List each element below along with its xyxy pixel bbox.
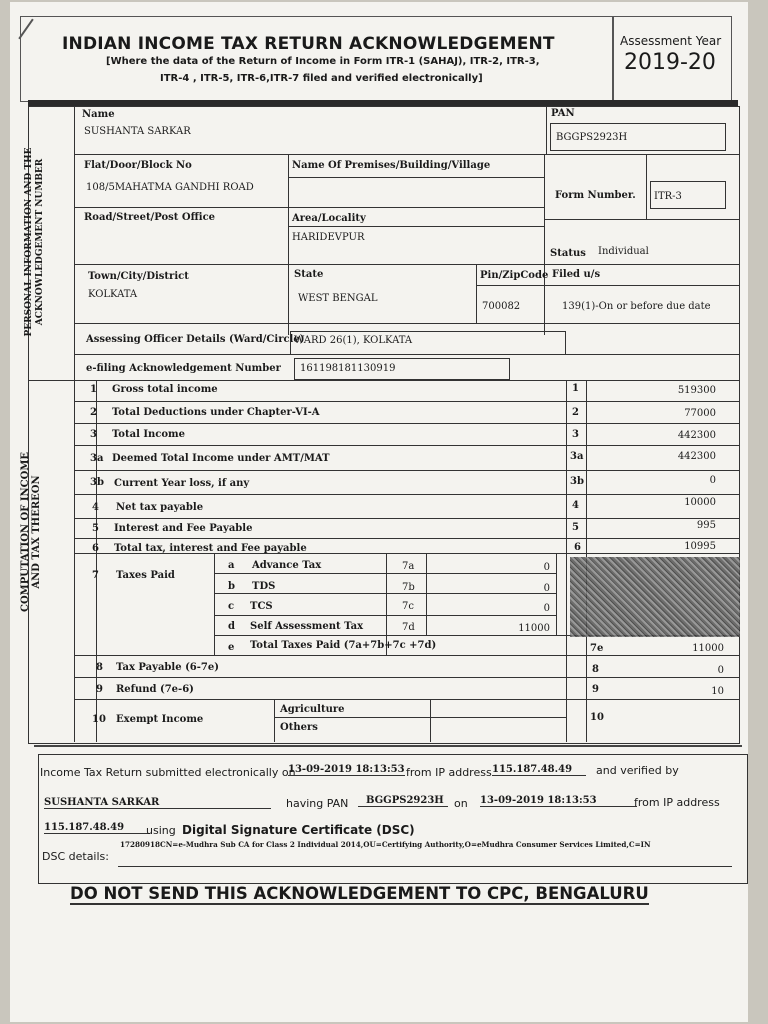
row-value: 442300 bbox=[677, 430, 716, 441]
verify-date-1: 13-09-2019 18:13:53 bbox=[288, 764, 405, 775]
row-code: 9 bbox=[592, 684, 599, 695]
row-label: Tax Payable (6-7e) bbox=[116, 662, 219, 673]
row-label: Deemed Total Income under AMT/MAT bbox=[112, 453, 330, 464]
filed-label: Filed u/s bbox=[552, 269, 601, 280]
exempt-no: 10 bbox=[92, 714, 106, 725]
row-value: 77000 bbox=[684, 408, 716, 419]
tax-item-code: 7e bbox=[590, 643, 604, 654]
row-value: 10000 bbox=[684, 497, 716, 508]
tax-item-letter: c bbox=[228, 601, 235, 612]
section-personal-label bbox=[24, 122, 60, 362]
row-label: Total Deductions under Chapter-VI-A bbox=[112, 407, 320, 418]
verify-ip-1: 115.187.48.49 bbox=[492, 764, 586, 776]
flat-label: Flat/Door/Block No bbox=[84, 160, 192, 171]
ack-label: e-filing Acknowledgement Number bbox=[86, 363, 281, 374]
row-value: 0 bbox=[717, 665, 724, 676]
verify-text-2: from IP address bbox=[406, 766, 492, 779]
row-value: 995 bbox=[696, 520, 716, 531]
verify-text-5: on bbox=[454, 797, 468, 810]
town-label: Town/City/District bbox=[88, 271, 189, 282]
taxes-label: Taxes Paid bbox=[116, 570, 175, 581]
row-no: 3 bbox=[90, 429, 97, 440]
tax-item-value: 11000 bbox=[518, 623, 550, 634]
ao-label: Assessing Officer Details (Ward/Circle) bbox=[86, 334, 305, 345]
dsc-details: 17280918CN=e-Mudhra Sub CA for Class 2 Individual 2014,OU=Certifying Authority,O=eMudhra Consumer Services Limited,C=IN bbox=[120, 840, 651, 849]
exempt-code: 10 bbox=[590, 712, 604, 723]
row-label: Total Income bbox=[112, 429, 185, 440]
pin-value: 700082 bbox=[482, 301, 521, 312]
name-value: SUSHANTA SARKAR bbox=[84, 126, 191, 137]
row-label: Total tax, interest and Fee payable bbox=[114, 543, 307, 554]
page-title: INDIAN INCOME TAX RETURN ACKNOWLEDGEMENT bbox=[62, 34, 555, 54]
tax-item-code: 7c bbox=[402, 601, 414, 612]
section-divider bbox=[34, 745, 742, 747]
dsc-label: DSC details: bbox=[42, 850, 109, 863]
status-label: Status bbox=[550, 248, 586, 259]
tax-item-code: 7b bbox=[402, 582, 415, 593]
status-value: Individual bbox=[598, 246, 649, 257]
pan-value: BGGPS2923H bbox=[556, 132, 628, 143]
footer-warning: DO NOT SEND THIS ACKNOWLEDGEMENT TO CPC, BENGALURU bbox=[70, 884, 649, 903]
assessment-year-value: 2019-20 bbox=[624, 50, 716, 75]
pan-label: PAN bbox=[551, 108, 575, 119]
row-label: Current Year loss, if any bbox=[114, 478, 250, 489]
area-label: Area/Locality bbox=[292, 213, 366, 224]
verify-text-6: from IP address bbox=[634, 796, 720, 809]
tax-item-code: 7a bbox=[402, 561, 415, 572]
row-label: Interest and Fee Payable bbox=[114, 523, 253, 534]
tax-item-letter: b bbox=[228, 581, 235, 592]
redacted-stamp bbox=[570, 557, 740, 637]
row-no: 9 bbox=[96, 684, 103, 695]
row-no: 5 bbox=[92, 523, 99, 534]
tax-item-label: Advance Tax bbox=[252, 560, 322, 571]
row-label: Net tax payable bbox=[116, 502, 204, 513]
dsc-type: Digital Signature Certificate (DSC) bbox=[182, 823, 415, 837]
row-value: 442300 bbox=[677, 451, 716, 462]
state-label: State bbox=[294, 269, 324, 280]
pin-label: Pin/ZipCode bbox=[480, 270, 549, 281]
tax-item-label: Total Taxes Paid (7a+7b+7c +7d) bbox=[250, 640, 437, 651]
exempt-others-label: Others bbox=[280, 722, 318, 733]
ack-value: 161198181130919 bbox=[300, 363, 396, 374]
verifier-name: SUSHANTA SARKAR bbox=[44, 797, 271, 809]
row-label: Refund (7e-6) bbox=[116, 684, 194, 695]
tax-item-letter: e bbox=[228, 642, 235, 653]
row-value: 519300 bbox=[677, 385, 716, 396]
row-no: 3a bbox=[90, 453, 104, 464]
tax-item-label: Self Assessment Tax bbox=[250, 621, 364, 632]
tax-item-value: 11000 bbox=[692, 643, 724, 654]
verify-ip-2: 115.187.48.49 bbox=[44, 822, 150, 834]
row-value: 10 bbox=[711, 686, 724, 697]
row-code: 5 bbox=[572, 522, 579, 533]
tax-item-code: 7d bbox=[402, 622, 415, 633]
section-personal-text: PERSONAL INFORMATION AND THE ACKNOWLEDGEMENT NUMBER bbox=[24, 147, 45, 337]
verify-text-1: Income Tax Return submitted electronically on bbox=[40, 766, 296, 779]
flat-value: 108/5MAHATMA GANDHI ROAD bbox=[86, 182, 254, 193]
road-label: Road/Street/Post Office bbox=[84, 212, 216, 223]
verifier-pan: BGGPS2923H bbox=[358, 795, 448, 807]
tax-item-label: TDS bbox=[252, 581, 276, 592]
tax-item-label: TCS bbox=[250, 601, 273, 612]
filed-value: 139(1)-On or before due date bbox=[562, 301, 711, 312]
row-no: 2 bbox=[90, 407, 97, 418]
row-no: 3b bbox=[90, 477, 104, 488]
row-code: 3b bbox=[570, 476, 584, 487]
tax-item-value: 0 bbox=[543, 562, 550, 573]
verify-text-7: using bbox=[146, 824, 176, 837]
form-number-value: ITR-3 bbox=[654, 191, 682, 202]
tax-item-letter: d bbox=[228, 621, 235, 632]
acknowledgement-page bbox=[10, 2, 748, 1022]
row-code: 2 bbox=[572, 407, 579, 418]
town-value: KOLKATA bbox=[88, 289, 138, 300]
row-code: 8 bbox=[592, 664, 599, 675]
tax-item-value: 0 bbox=[543, 583, 550, 594]
verify-date-2: 13-09-2019 18:13:53 bbox=[480, 795, 637, 807]
state-value: WEST BENGAL bbox=[298, 293, 378, 304]
row-code: 6 bbox=[574, 542, 581, 553]
row-value: 0 bbox=[709, 475, 716, 486]
exempt-agriculture-label: Agriculture bbox=[280, 704, 345, 715]
tax-item-letter: a bbox=[228, 560, 235, 571]
row-no: 1 bbox=[90, 384, 97, 395]
exempt-label: Exempt Income bbox=[116, 714, 204, 725]
form-number-label: Form Number. bbox=[555, 190, 636, 201]
row-code: 4 bbox=[572, 500, 579, 511]
area-value: HARIDEVPUR bbox=[292, 232, 365, 243]
row-value: 10995 bbox=[684, 541, 716, 552]
header-subtitle-1: [Where the data of the Return of Income in Form ITR-1 (SAHAJ), ITR-2, ITR-3, bbox=[106, 56, 540, 67]
taxes-no: 7 bbox=[92, 570, 99, 581]
ao-value: WARD 26(1), KOLKATA bbox=[294, 335, 413, 346]
row-no: 6 bbox=[92, 543, 99, 554]
tax-item-value: 0 bbox=[543, 603, 550, 614]
header-subtitle-2: ITR-4 , ITR-5, ITR-6,ITR-7 filed and verified electronically] bbox=[160, 73, 483, 84]
section-computation-text: COMPUTATION OF INCOME AND TAX THEREON bbox=[20, 451, 42, 612]
row-code: 3 bbox=[572, 429, 579, 440]
row-no: 8 bbox=[96, 662, 103, 673]
row-no: 4 bbox=[92, 502, 99, 513]
name-label: Name bbox=[82, 109, 115, 120]
row-code: 3a bbox=[570, 451, 584, 462]
verify-text-4: having PAN bbox=[286, 797, 349, 810]
verify-text-3: and verified by bbox=[596, 764, 679, 777]
premises-label: Name Of Premises/Building/Village bbox=[292, 160, 491, 171]
row-code: 1 bbox=[572, 383, 579, 394]
section-computation-label bbox=[20, 452, 60, 612]
assessment-year-label: Assessment Year bbox=[620, 34, 722, 48]
row-label: Gross total income bbox=[112, 384, 218, 395]
